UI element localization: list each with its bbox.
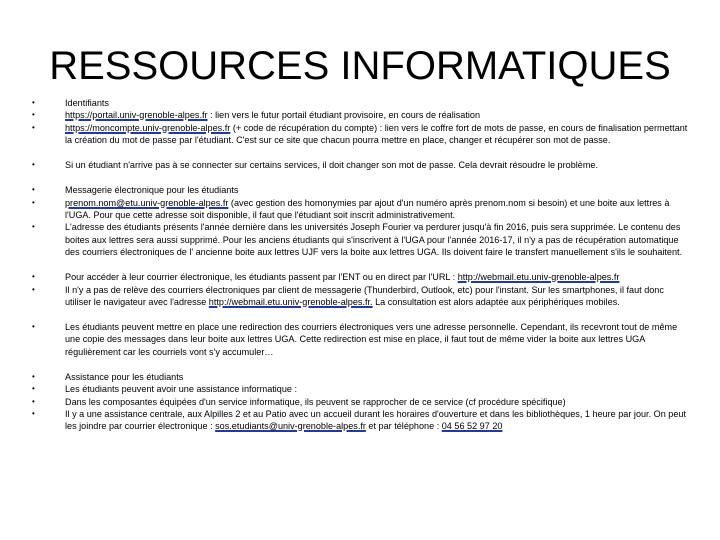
list-item xyxy=(32,396,692,408)
bullet: • xyxy=(32,396,35,406)
mobile-note: La consultation est alors adaptée aux périphériques mobiles. xyxy=(372,296,620,307)
bullet: • xyxy=(32,197,35,207)
list-item xyxy=(32,271,692,283)
redirection-note: Les étudiants peuvent mettre en place une redirection des courriers électroniques vers une adresse personnelle. Cependant, ils recevront tout de même une copie des messages dans leur boite aux lettres UGA. Cette redirection est mise en place, il faut tout de même vider la boite aux lettres UGA régulièrement car les courriels vont s'y accumuler… xyxy=(65,322,678,357)
bullet: • xyxy=(32,122,35,132)
list-item xyxy=(32,371,692,383)
list-item xyxy=(32,383,692,395)
moncompte-link[interactable]: https://moncompte.univ-grenoble-alpes.fr xyxy=(65,122,231,133)
list-item xyxy=(32,284,692,309)
bullet: • xyxy=(32,284,35,294)
phone-link[interactable]: 04 56 52 97 20 xyxy=(441,421,503,432)
bullet: • xyxy=(32,185,35,195)
assistance-intro: Les étudiants peuvent avoir une assistance informatique : xyxy=(65,384,298,395)
bullet: • xyxy=(32,110,35,120)
content-body xyxy=(32,97,692,433)
list-item xyxy=(32,97,692,109)
assistance-heading: Assistance pour les étudiants xyxy=(65,372,184,383)
portail-description: : lien vers le futur portail étudiant provisoire, en cours de réalisation xyxy=(207,110,480,121)
list-item xyxy=(32,159,692,171)
bullet: • xyxy=(32,408,35,418)
moncompte-description: (+ code de récupération du compte) : lien vers le coffre fort de mots de passe, en cours de finalisation permettant la création du mot de passe par l'étudiant. C'est sur ce site que chacun pourra mettre en place, changer et récupérer son mot de passe. xyxy=(65,122,688,145)
sos-email-link[interactable]: sos.etudiants@univ-grenoble-alpes.fr xyxy=(215,421,366,432)
list-item xyxy=(32,221,692,258)
webmail-mobile-link[interactable]: http://webmail.etu.univ-grenoble-alpes.fr. xyxy=(208,296,373,307)
list-item xyxy=(32,109,692,121)
assistance-composantes: Dans les composantes équipées d'un service informatique, ils peuvent se rapprocher de ce service (cf procédure spécifique) xyxy=(65,396,566,407)
messagerie-heading: Messagerie électronique pour les étudiants xyxy=(65,185,239,196)
bullet: • xyxy=(32,384,35,394)
webmail-link[interactable]: http://webmail.etu.univ-grenoble-alpes.fr xyxy=(457,272,620,283)
bullet: • xyxy=(32,272,35,282)
smartphone-text: Il n'y a pas de relève des courriers électroniques par client de messagerie (Thunderbird, Outlook, etc) pour l'instant. Sur les smartphones, il faut donc utiliser le navigateur avec l'adresse xyxy=(65,284,664,307)
list-item xyxy=(32,197,692,222)
bullet: • xyxy=(32,322,35,332)
old-address-note: L'adresse des étudiants présents l'année dernière dans les universités Joseph Fourier va perdurer jusqu'à fin 2016, puis sera supprimée. Le contenu des boites aux lettres sera aussi supprimé. Pour les anciens étudiants qui s'inscrivent à l'UGA pour l'année 2016-17, il n'y a pas de récupération automatique des courriers électroniques de l' ancienne boite aux lettres UJF vers la boite aux lettres UGA. Ils doivent faire le transfert manuellement s'ils le souhaitent. xyxy=(65,222,683,257)
password-note: Si un étudiant n'arrive pas à se connecter sur certains services, il doit changer son mot de passe. Cela devrait résoudre le problème. xyxy=(65,160,598,171)
bullet: • xyxy=(32,222,35,232)
assistance-centrale-text: Il y a une assistance centrale, aux Alpilles 2 et au Patio avec un accueil durant les horaires d'ouverture et dans les bibliothèques, 1 heure par jour. On peut les joindre par courrier électronique : xyxy=(65,408,686,432)
list-item xyxy=(32,184,692,196)
portail-link[interactable]: https://portail.univ-grenoble-alpes.fr xyxy=(65,110,208,121)
identifiants-heading: Identifiants xyxy=(65,98,109,108)
webmail-access-text: Pour accéder à leur courrier électronique, les étudiants passent par l'ENT ou en direct par l'URL : xyxy=(65,272,458,283)
bullet: • xyxy=(32,372,35,382)
student-email-link[interactable]: prenom.nom@etu.univ-grenoble-alpes.fr xyxy=(65,197,229,208)
bullet: • xyxy=(32,98,35,107)
phone-label: et par téléphone : xyxy=(365,421,442,432)
bullet: • xyxy=(32,160,35,170)
list-item xyxy=(32,122,692,147)
list-item xyxy=(32,321,692,358)
list-item xyxy=(32,408,692,433)
page-title: RESSOURCES INFORMATIQUES xyxy=(49,44,671,88)
student-email-description: (avec gestion des homonymies par ajout d'un numéro après prenom.nom si besoin) et une boite aux lettres à l'UGA. Pour que cette adresse soit disponible, il faut que l'étudiant soit inscrit administrativement. xyxy=(65,197,670,221)
